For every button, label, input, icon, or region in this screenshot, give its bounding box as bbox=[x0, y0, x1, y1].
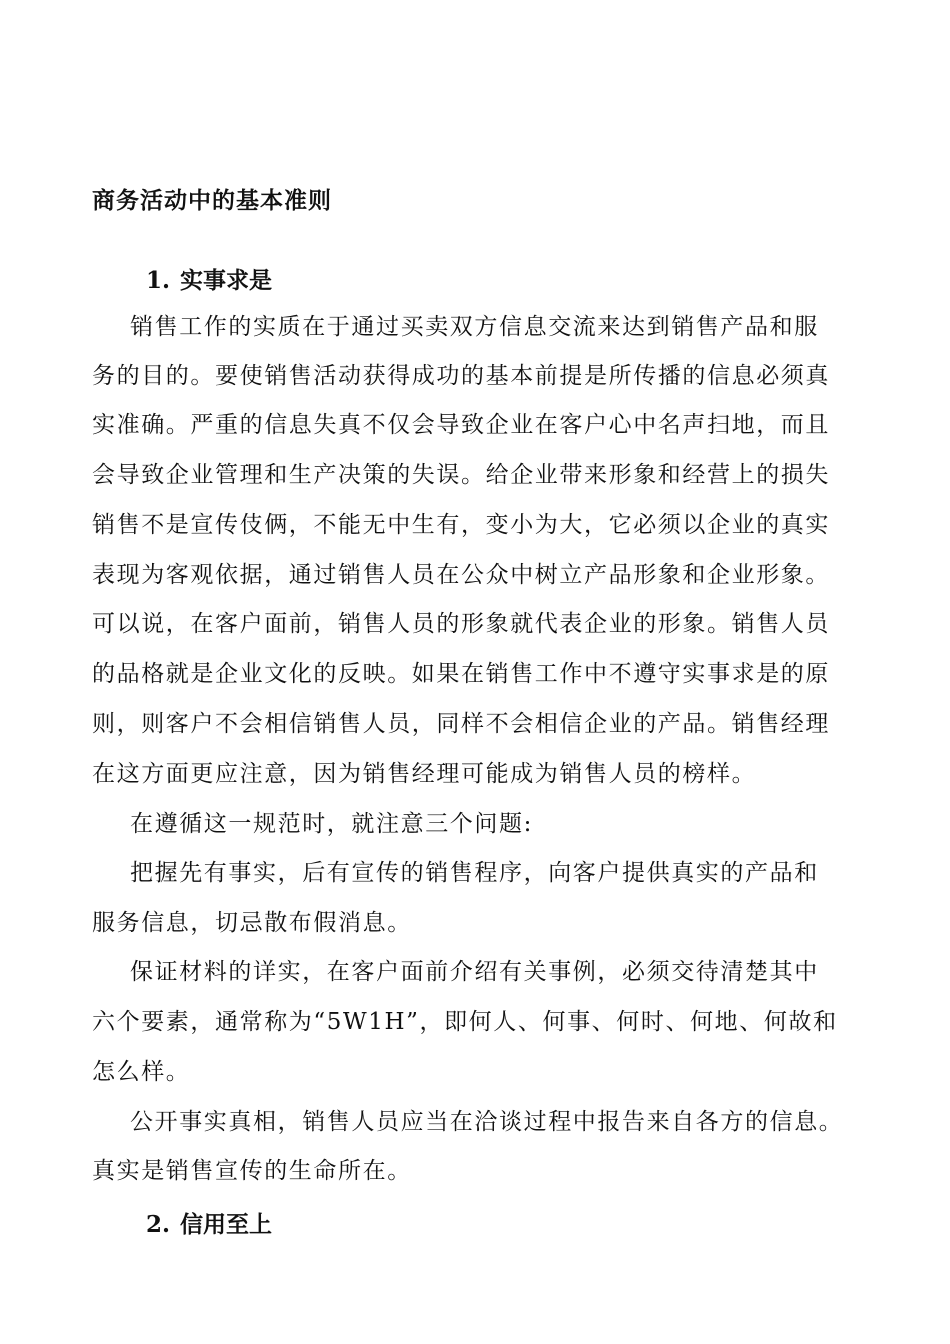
paragraph-line: 销售不是宣传伎俩，不能无中生有，变小为大，它必须以企业的真实 bbox=[92, 512, 830, 538]
paragraph-line: 实准确。严重的信息失真不仅会导致企业在客户心中名声扫地，而且 bbox=[92, 412, 830, 438]
paragraph-line: 销售工作的实质在于通过买卖双方信息交流来达到销售产品和服 bbox=[130, 314, 819, 340]
section-number: 2. bbox=[146, 1211, 171, 1238]
paragraph-line: 表现为客观依据，通过销售人员在公众中树立产品形象和企业形象。 bbox=[92, 562, 830, 588]
paragraph-line: 在这方面更应注意，因为销售经理可能成为销售人员的榜样。 bbox=[92, 761, 757, 787]
paragraph-line: 务的目的。要使销售活动获得成功的基本前提是所传播的信息必须真 bbox=[92, 363, 830, 389]
section-title: 信用至上 bbox=[180, 1211, 273, 1238]
paragraph-line: 则，则客户不会相信销售人员，同样不会相信企业的产品。销售经理 bbox=[92, 711, 830, 737]
paragraph-line: 服务信息，切忌散布假消息。 bbox=[92, 910, 412, 936]
paragraph-line: 真实是销售宣传的生命所在。 bbox=[92, 1158, 412, 1184]
paragraph-line: 把握先有事实，后有宣传的销售程序，向客户提供真实的产品和 bbox=[130, 860, 819, 886]
paragraph-line: 可以说，在客户面前，销售人员的形象就代表企业的形象。销售人员 bbox=[92, 611, 830, 637]
section-title: 实事求是 bbox=[180, 267, 273, 294]
paragraph-line: 六个要素，通常称为“5W1H”，即何人、何事、何时、何地、何故和 bbox=[92, 1009, 838, 1035]
paragraph-line: 保证材料的详实，在客户面前介绍有关事例，必须交待清楚其中 bbox=[130, 959, 819, 985]
section-number: 1. bbox=[146, 267, 171, 294]
paragraph-line: 怎么样。 bbox=[92, 1059, 191, 1085]
section-heading-1 bbox=[146, 262, 272, 295]
document-title: 商务活动中的基本准则 bbox=[92, 187, 332, 214]
paragraph-line: 在遵循这一规范时，就注意三个问题: bbox=[130, 811, 533, 837]
paragraph-line: 的品格就是企业文化的反映。如果在销售工作中不遵守实事求是的原 bbox=[92, 661, 830, 687]
section-heading-2 bbox=[146, 1206, 272, 1239]
paragraph-line: 公开事实真相，销售人员应当在洽谈过程中报告来自各方的信息。 bbox=[130, 1109, 844, 1135]
paragraph-line: 会导致企业管理和生产决策的失误。给企业带来形象和经营上的损失 bbox=[92, 462, 830, 488]
